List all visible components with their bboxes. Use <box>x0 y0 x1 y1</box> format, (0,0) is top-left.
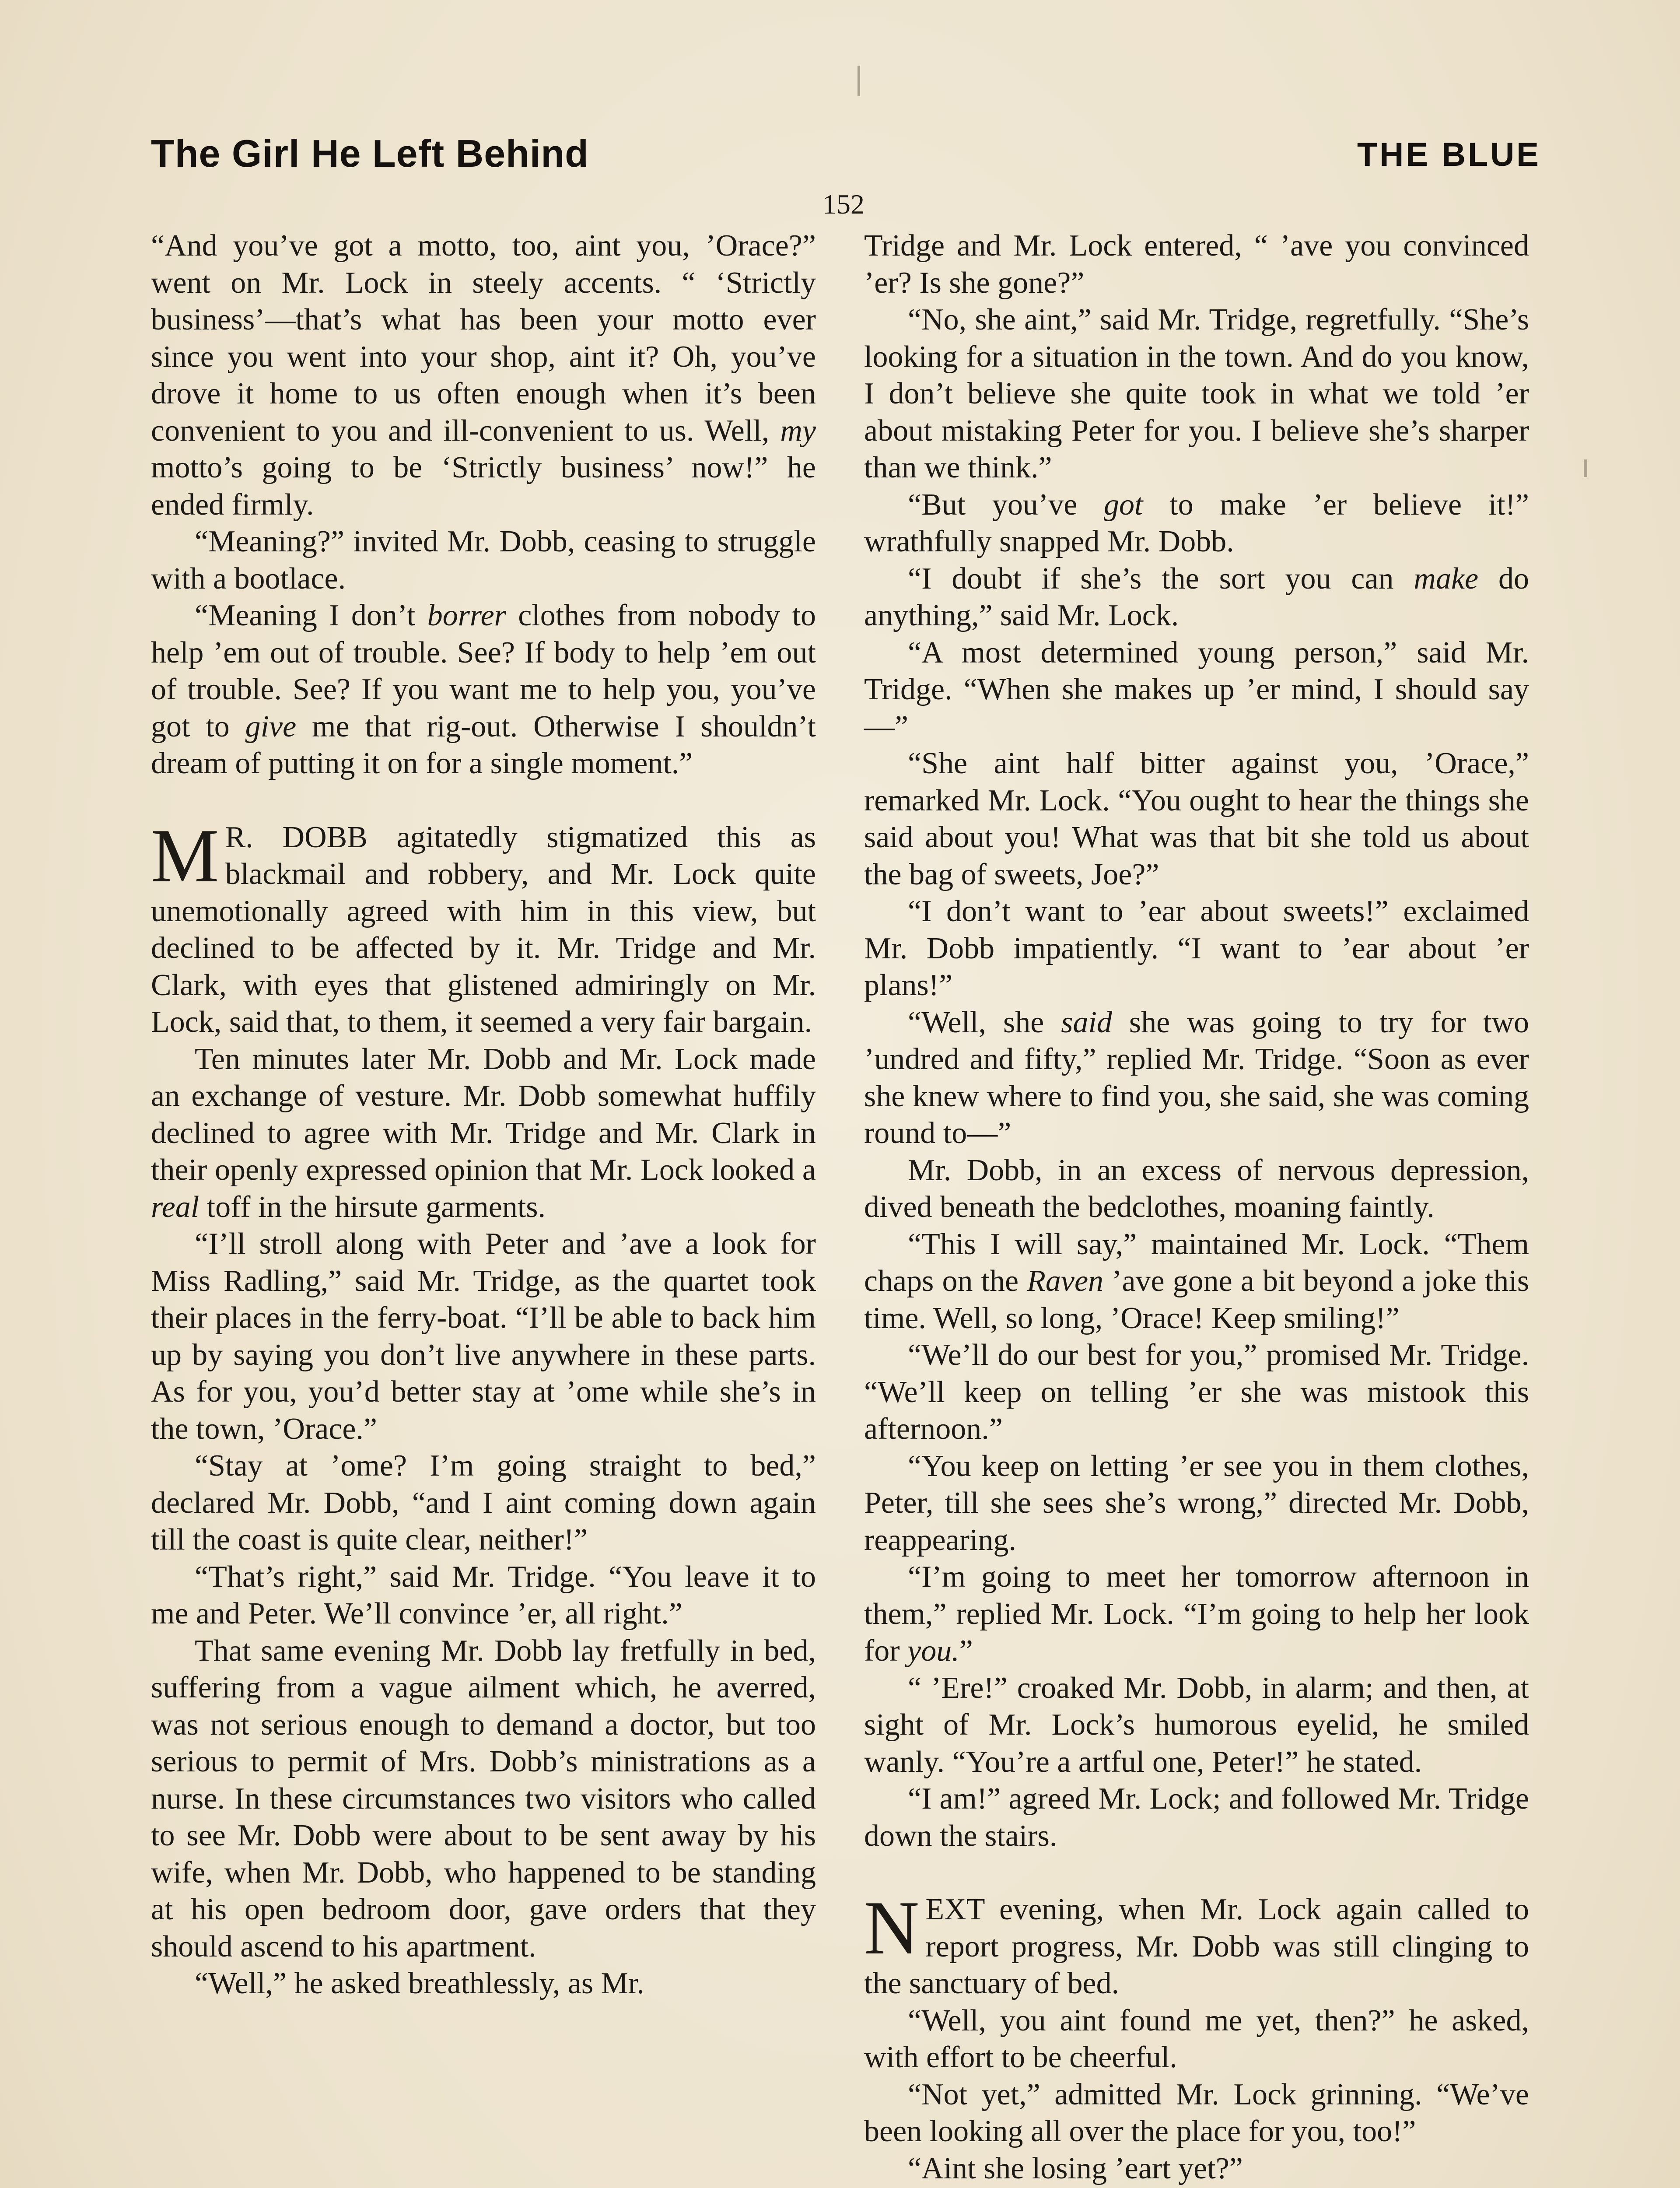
paragraph: “You keep on letting ’er see you in them clothes, Peter, till she sees she’s wrong,” directed Mr. Dobb, reappearing. <box>864 1449 1529 1557</box>
paragraph: “But you’ve got to make ’er believe it!” wrathfully snapped Mr. Dobb. <box>864 487 1530 558</box>
drop-cap: N <box>864 1885 920 1970</box>
left-column <box>151 228 816 2002</box>
drop-cap: M <box>151 813 219 898</box>
paragraph: “I’m going to meet her tomorrow afternoon in them,” replied Mr. Lock. “I’m going to help her look for you.” <box>864 1560 1529 1668</box>
paper-mark <box>1584 459 1587 477</box>
right-column <box>864 228 1529 2187</box>
paragraph: “ ’Ere!” croaked Mr. Dobb, in alarm; and then, at sight of Mr. Lock’s humorous eyelid, he smiled wanly. “You’re a artful one, Peter!” he stated. <box>864 1671 1529 1779</box>
paragraph: Ten minutes later Mr. Dobb and Mr. Lock made an exchange of vesture. Mr. Dobb somewhat huffily declined to agree with Mr. Tridge and Mr. Clark in their openly expressed opinion that Mr. Lock looked a real toff in the hirsute garments. <box>151 1042 816 1224</box>
paragraph: “Well, you aint found me yet, then?” he asked, with effort to be cheerful. <box>864 2003 1529 2074</box>
paragraph: That same evening Mr. Dobb lay fretfully in bed, suffering from a vague ailment which, he averred, was not serious enough to demand a doctor, but too serious to permit of Mrs. Dobb’s ministrations as a nurse. In these circumstances two visitors who called to see Mr. Dobb were about to be sent away by his wife, when Mr. Dobb, who happened to be standing at his open bedroom door, gave orders that they should ascend to his apartment. <box>151 1634 816 1964</box>
paragraph: “Well,” he asked breathlessly, as Mr. <box>195 1967 644 2000</box>
paragraph: “A most determined young person,” said Mr. Tridge. “When she makes up ’er mind, I should say—” <box>864 635 1529 743</box>
paragraph: “Aint she losing ’eart yet?” <box>908 2151 1243 2185</box>
magazine-title-header: THE BLUE <box>1357 136 1541 173</box>
paragraph: Tridge and Mr. Lock entered, “ ’ave you convinced ’er? Is she gone?” <box>864 229 1529 300</box>
paragraph: “Not yet,” admitted Mr. Lock grinning. “We’ve been looking all over the place for you, too!” <box>864 2077 1529 2148</box>
paragraph: “Well, she said she was going to try for two ’undred and fifty,” replied Mr. Tridge. “Soon as ever she knew where to find you, she said, she was coming round to—” <box>864 1005 1530 1150</box>
paragraph: “I’ll stroll along with Peter and ’ave a look for Miss Radling,” said Mr. Tridge, as the quartet took their places in the ferry-boat. “I’ll be able to back him up by saying you don’t live anywhere in these parts. As for you, you’d better stay at ’ome while she’s in the town, ’Orace.” <box>151 1227 816 1446</box>
paragraph: “And you’ve got a motto, too, aint you, ’Orace?” went on Mr. Lock in steely accents. “ ‘Strictly business’—that’s what has been your motto ever since you went into your shop, aint it? Oh, you’ve drove it home to us often enough when it’s been convenient to you and ill-convenient to us. Well, my motto’s going to be ‘Strictly business’ now!” he ended firmly. <box>151 229 816 522</box>
paragraph: “This I will say,” maintained Mr. Lock. “Them chaps on the Raven ’ave gone a bit beyond a joke this time. Well, so long, ’Orace! Keep smiling!” <box>864 1227 1529 1335</box>
page-number: 152 <box>822 189 864 220</box>
paragraph: “Meaning?” invited Mr. Dobb, ceasing to struggle with a bootlace. <box>151 525 816 596</box>
paragraph: “We’ll do our best for you,” promised Mr. Tridge. “We’ll keep on telling ’er she was mistook this afternoon.” <box>864 1338 1529 1446</box>
paragraph: “I am!” agreed Mr. Lock; and followed Mr. Tridge down the stairs. <box>864 1782 1529 1853</box>
paragraph: “I doubt if she’s the sort you can make do anything,” said Mr. Lock. <box>864 561 1530 632</box>
paragraph: “That’s right,” said Mr. Tridge. “You leave it to me and Peter. We’ll convince ’er, all right.” <box>151 1560 816 1630</box>
paragraph: “Meaning I don’t borrer clothes from nobody to help ’em out of trouble. See? If body to help ’em out of trouble. See? If you want me to help you, you’ve got to give me that rig-out. Otherwise I shouldn’t dream of putting it on for a single moment.” <box>151 599 816 780</box>
paragraph: Mr. Dobb, in an excess of nervous depression, dived beneath the bedclothes, moaning faintly. <box>864 1153 1529 1224</box>
paper-mark <box>858 66 860 96</box>
paragraph-drop-cap: NEXT evening, when Mr. Lock again called to report progress, Mr. Dobb was still clinging to the sanctuary of bed. <box>864 1885 1529 2000</box>
paragraph: “I don’t want to ’ear about sweets!” exclaimed Mr. Dobb impatiently. “I want to ’ear about ’er plans!” <box>864 894 1529 1002</box>
story-title-header: The Girl He Left Behind <box>151 132 589 175</box>
paragraph: “Stay at ’ome? I’m going straight to bed,” declared Mr. Dobb, “and I aint coming down again till the coast is quite clear, neither!” <box>151 1449 816 1557</box>
paragraph: “She aint half bitter against you, ’Orace,” remarked Mr. Lock. “You ought to hear the things she said about you! What was that bit she told us about the bag of sweets, Joe?” <box>864 747 1529 891</box>
paragraph-drop-cap: M R. DOBB agitatedly stigmatized this as blackmail and robbery, and Mr. Lock quite unemotionally agreed with him in this view, but declined to be affected by it. Mr. Tridge and Mr. Clark, with eyes that glistened admiringly on Mr. Lock, said that, to them, it seemed a very fair bargain. <box>151 813 816 1039</box>
paragraph: “No, she aint,” said Mr. Tridge, regretfully. “She’s looking for a situation in the town. And do you know, I don’t believe she quite took in what we told ’er about mistaking Peter for you. I believe she’s sharper than we think.” <box>864 303 1529 484</box>
